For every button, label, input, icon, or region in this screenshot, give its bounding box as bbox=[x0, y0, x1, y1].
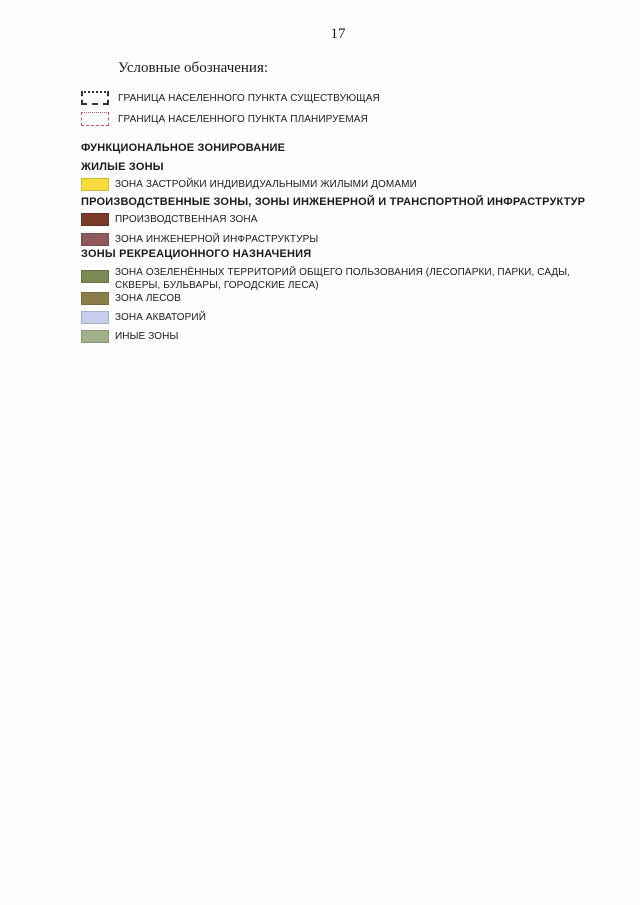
boundary-planned-label: ГРАНИЦА НАСЕЛЕННОГО ПУНКТА ПЛАНИРУЕМАЯ bbox=[118, 113, 368, 125]
zone-label: ЗОНА ЛЕСОВ bbox=[115, 293, 182, 304]
zone-row-residential bbox=[81, 178, 417, 191]
zone-label: ЗОНА ЗАСТРОЙКИ ИНДИВИДУАЛЬНЫМИ ЖИЛЫМИ ДОМАМИ bbox=[115, 179, 417, 190]
boundary-existing-label: ГРАНИЦА НАСЕЛЕННОГО ПУНКТА СУЩЕСТВУЮЩАЯ bbox=[118, 92, 380, 104]
zone-swatch bbox=[81, 292, 109, 305]
page-number: 17 bbox=[330, 26, 346, 42]
zone-swatch bbox=[81, 213, 109, 226]
legend-title: Условные обозначения: bbox=[118, 60, 269, 76]
boundary-planned-row bbox=[81, 112, 368, 126]
zone-swatch bbox=[81, 233, 109, 246]
zone-swatch bbox=[81, 178, 109, 191]
heading-residential-zones: ЖИЛЫЕ ЗОНЫ bbox=[81, 161, 164, 173]
boundary-existing-row bbox=[81, 91, 380, 105]
zone-label: ЗОНА ОЗЕЛЕНЁННЫХ ТЕРРИТОРИЙ ОБЩЕГО ПОЛЬЗОВАНИЯ (ЛЕСОПАРКИ, ПАРКИ, САДЫ, СКВЕРЫ, БУЛЬВАРЫ, ГОРОДСКИЕ ЛЕСА) bbox=[115, 267, 571, 291]
heading-industrial-zones: ПРОИЗВОДСТВЕННЫЕ ЗОНЫ, ЗОНЫ ИНЖЕНЕРНОЙ И ТРАНСПОРТНОЙ ИНФРАСТРУКТУР bbox=[81, 196, 586, 208]
planned-boundary-symbol bbox=[81, 112, 109, 126]
zone-row-engineering bbox=[81, 233, 318, 246]
zone-row-other bbox=[81, 330, 178, 343]
zone-swatch bbox=[81, 330, 109, 343]
zone-label: ИНЫЕ ЗОНЫ bbox=[115, 331, 179, 342]
zone-swatch bbox=[81, 311, 109, 324]
zone-label: ПРОИЗВОДСТВЕННАЯ ЗОНА bbox=[115, 214, 258, 225]
zone-swatch bbox=[81, 270, 109, 283]
existing-boundary-symbol bbox=[81, 91, 109, 105]
heading-recreational-zones: ЗОНЫ РЕКРЕАЦИОННОГО НАЗНАЧЕНИЯ bbox=[81, 248, 312, 260]
zone-row-water bbox=[81, 311, 206, 324]
zone-label: ЗОНА АКВАТОРИЙ bbox=[115, 312, 206, 323]
heading-functional-zoning: ФУНКЦИОНАЛЬНОЕ ЗОНИРОВАНИЕ bbox=[81, 142, 286, 154]
zone-row-green bbox=[81, 266, 571, 292]
zone-row-forest bbox=[81, 292, 181, 305]
zone-row-industrial bbox=[81, 213, 257, 226]
zone-label: ЗОНА ИНЖЕНЕРНОЙ ИНФРАСТРУКТУРЫ bbox=[115, 234, 319, 245]
